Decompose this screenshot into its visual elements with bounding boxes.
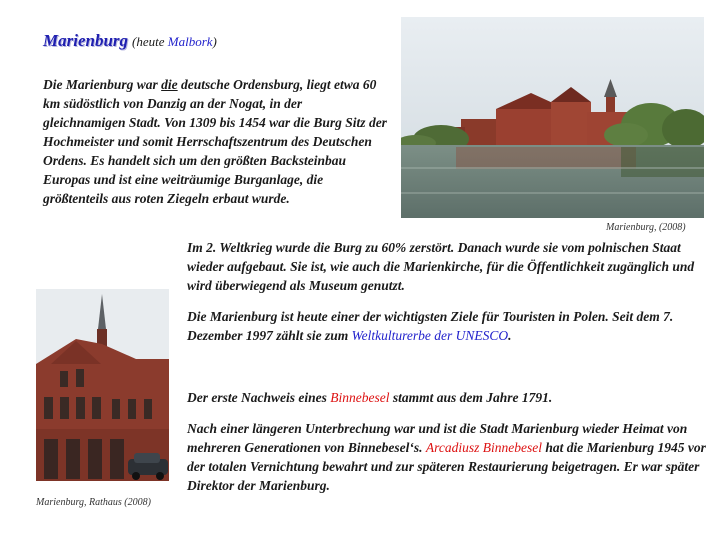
- intro-paragraph: Die Marienburg war die deutsche Ordensburg, liegt etwa 60 km südöstlich von Danzig an der Nogat, in der gleichnamigen Stadt. Von 1309 bis 1454 war die Burg Sitz der Hochmeister und somit Herrschaftszentrum des Deutschen Ordens. Es handelt sich um den größten Backsteinbau Europas und ist eine weiträumige Burganlage, die größtenteils aus roten Ziegeln erbaut wurde.: [43, 77, 387, 206]
- castle-river-image: [401, 17, 704, 218]
- history-paragraph: Nach einer längeren Unterbrechung war und ist die Stadt Marienburg wieder Heimat von mehreren Generationen von Binnebesel‘s. Arcadiusz Binnebesel hat die Marienburg 1945 vor der totalen Vernichtung bewahrt und zur späteren Restaurierung beigetragen. Er war später Direktor der Marienburg.: [187, 421, 706, 493]
- binnebesel-paragraph: Der erste Nachweis eines Binnebesel stammt aus dem Jahre 1791.: [187, 390, 553, 405]
- town-hall-photo: [36, 289, 169, 481]
- subtitle: (heute Malbork): [132, 34, 217, 49]
- castle-photo-caption: Marienburg, (2008): [606, 222, 686, 233]
- castle-photo: [401, 17, 704, 218]
- title-link-marienburg[interactable]: Marienburg: [43, 31, 129, 50]
- malbork-link[interactable]: Malbork: [167, 34, 213, 49]
- tourism-paragraph: Die Marienburg ist heute einer der wichtigsten Ziele für Touristen in Polen. Seit dem 7. Dezember 1997 zählt sie zum Weltkulturerbe der UNESCO.: [187, 309, 674, 343]
- town-hall-image: [36, 289, 169, 481]
- war-paragraph: Im 2. Weltkrieg wurde die Burg zu 60% zerstört. Danach wurde sie vom polnischen Staat wieder aufgebaut. Sie ist, wie auch die Marienkirche, für die Öffentlichkeit zugänglich und wird überwiegend als Museum genutzt.: [187, 240, 695, 293]
- town-hall-caption: Marienburg, Rathaus (2008): [36, 497, 151, 508]
- page-title: [43, 31, 217, 51]
- unesco-link[interactable]: Weltkulturerbe der UNESCO: [351, 328, 509, 343]
- arcadiusz-binnebesel-link[interactable]: Arcadiusz Binnebesel: [425, 440, 542, 455]
- binnebesel-link[interactable]: Binnebesel: [330, 390, 390, 405]
